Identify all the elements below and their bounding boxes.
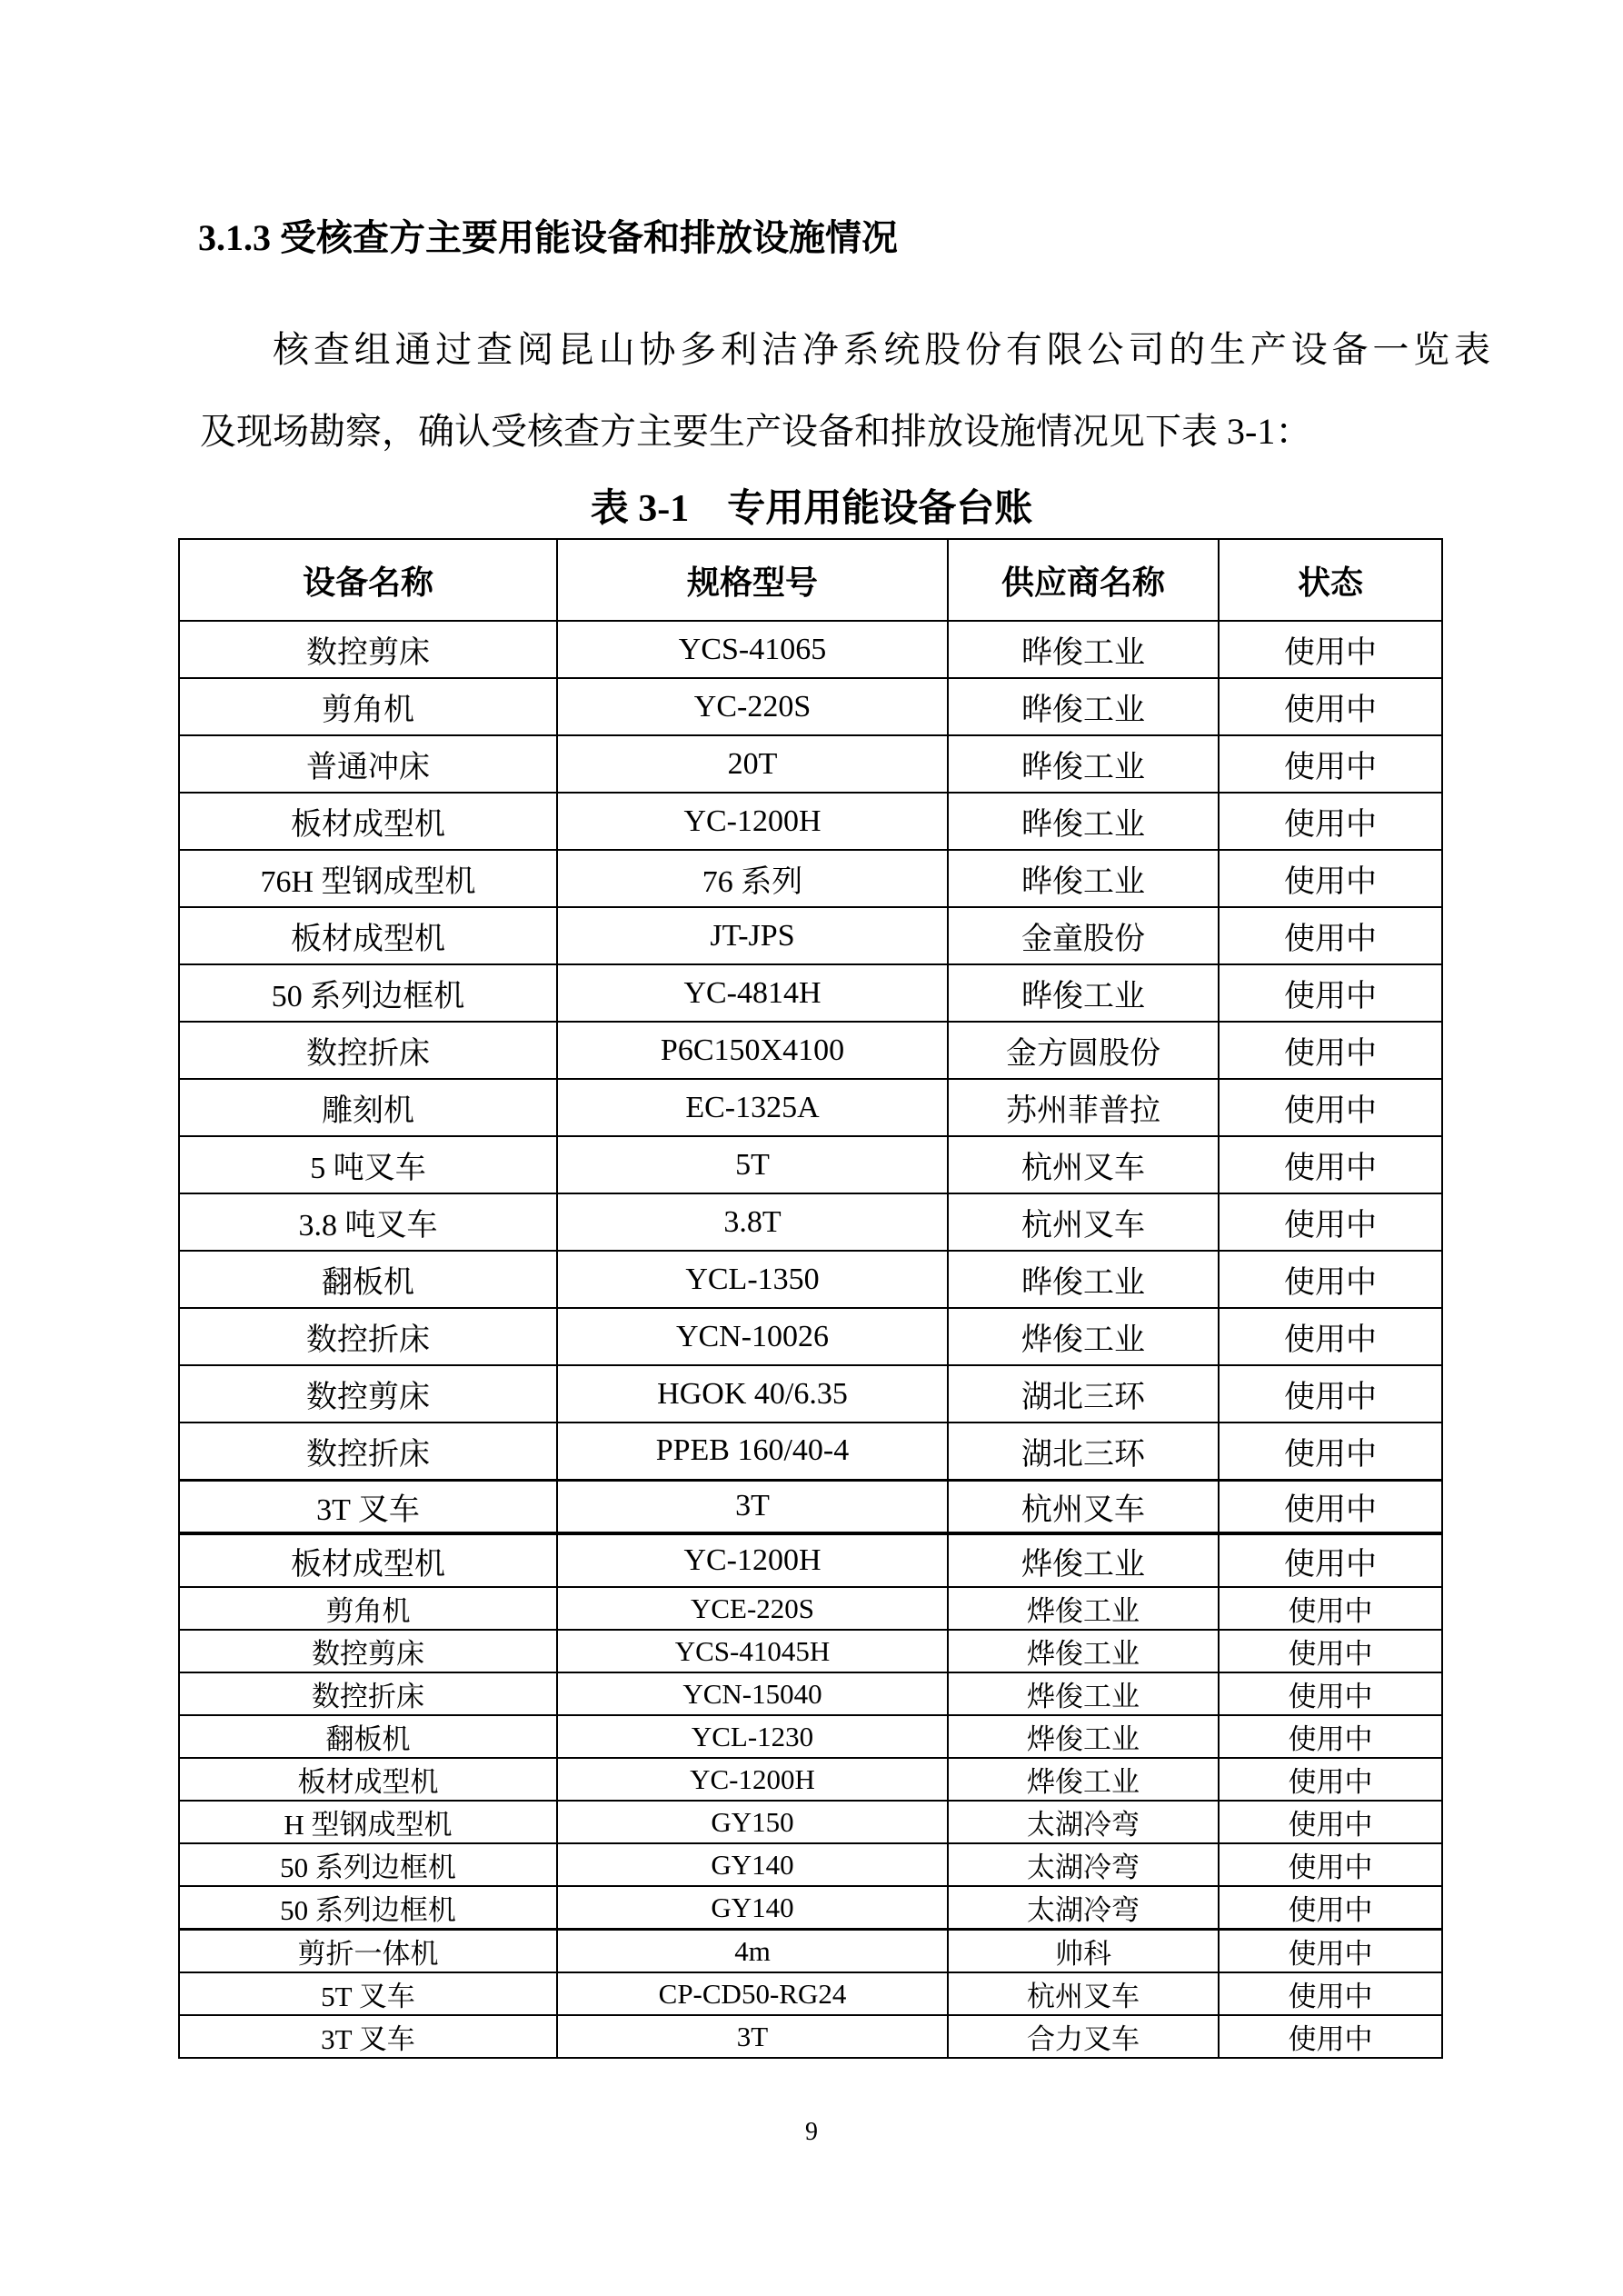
table-row: [179, 1480, 1442, 1533]
table-row: [179, 1930, 1442, 1973]
table-cell: 76H 型钢成型机: [179, 850, 557, 907]
table-row: [179, 1672, 1442, 1715]
table-cell: 金童股份: [948, 907, 1219, 964]
paragraph-line-1: 核查组通过查阅昆山协多利洁净系统股份有限公司的生产设备一览表: [273, 329, 1490, 370]
table-row: [179, 1308, 1442, 1365]
table-cell: 数控折床: [179, 1423, 557, 1480]
table-cell: 使用中: [1219, 907, 1442, 964]
table-cell: JT-JPS: [557, 907, 948, 964]
table-cell: 数控剪床: [179, 1630, 557, 1672]
table-row: [179, 1587, 1442, 1630]
table-cell: 晔俊工业: [948, 850, 1219, 907]
table-cell: EC-1325A: [557, 1079, 948, 1136]
table-title: 表 3-1 专用用能设备台账: [590, 488, 1033, 530]
table-cell: 50 系列边框机: [179, 964, 557, 1022]
table-cell: 帅科: [948, 1930, 1219, 1973]
table-cell: 使用中: [1219, 621, 1442, 678]
table-row: [179, 1758, 1442, 1801]
table-cell: 使用中: [1219, 1251, 1442, 1308]
table-cell: 太湖冷弯: [948, 1801, 1219, 1843]
table-row: [179, 1886, 1442, 1930]
table-cell: 晔俊工业: [948, 964, 1219, 1022]
table-cell: 3T: [557, 1480, 948, 1533]
table-cell: 晔俊工业: [948, 678, 1219, 735]
table-cell: 太湖冷弯: [948, 1843, 1219, 1886]
table-row: [179, 1801, 1442, 1843]
table-cell: YCS-41065: [557, 621, 948, 678]
table-cell: HGOK 40/6.35: [557, 1365, 948, 1423]
table-row: [179, 907, 1442, 964]
table-cell: 50 系列边框机: [179, 1886, 557, 1930]
table-cell: 板材成型机: [179, 907, 557, 964]
table-cell: 翻板机: [179, 1251, 557, 1308]
table-cell: 数控剪床: [179, 1365, 557, 1423]
table-cell: 使用中: [1219, 1480, 1442, 1533]
table-cell: PPEB 160/40-4: [557, 1423, 948, 1480]
table-cell: 数控剪床: [179, 621, 557, 678]
table-cell: YCS-41045H: [557, 1630, 948, 1672]
equipment-table: [178, 538, 1443, 2059]
table-cell: 4m: [557, 1930, 948, 1973]
header-row: [179, 539, 1442, 621]
table-row: [179, 1022, 1442, 1079]
table-cell: 使用中: [1219, 850, 1442, 907]
table-cell: 3.8T: [557, 1193, 948, 1251]
table-cell: 3.8 吨叉车: [179, 1193, 557, 1251]
table-cell: 苏州菲普拉: [948, 1079, 1219, 1136]
table-row: [179, 1136, 1442, 1193]
table-cell: YCL-1230: [557, 1715, 948, 1758]
table-cell: 翻板机: [179, 1715, 557, 1758]
table-cell: 使用中: [1219, 1672, 1442, 1715]
column-header: 供应商名称: [948, 539, 1219, 621]
table-cell: 使用中: [1219, 1930, 1442, 1973]
table-header: [179, 539, 1442, 621]
table-cell: 5 吨叉车: [179, 1136, 557, 1193]
table-row: [179, 678, 1442, 735]
table-cell: 杭州叉车: [948, 1480, 1219, 1533]
section-heading: 3.1.3 受核查方主要用能设备和排放设施情况: [198, 217, 898, 258]
table-cell: 使用中: [1219, 964, 1442, 1022]
table-cell: 烨俊工业: [948, 1672, 1219, 1715]
table-row: [179, 1972, 1442, 2015]
table-cell: 使用中: [1219, 1308, 1442, 1365]
table-cell: GY150: [557, 1801, 948, 1843]
table-cell: YCN-15040: [557, 1672, 948, 1715]
table-cell: YC-1200H: [557, 1758, 948, 1801]
table-cell: YC-1200H: [557, 793, 948, 850]
table-cell: 烨俊工业: [948, 1715, 1219, 1758]
table-row: [179, 1715, 1442, 1758]
table-row: [179, 1843, 1442, 1886]
table-cell: 3T 叉车: [179, 2015, 557, 2058]
table-cell: 使用中: [1219, 793, 1442, 850]
table-cell: 晔俊工业: [948, 621, 1219, 678]
table-cell: 湖北三环: [948, 1423, 1219, 1480]
table-cell: 5T: [557, 1136, 948, 1193]
table-cell: 剪折一体机: [179, 1930, 557, 1973]
table-row: [179, 621, 1442, 678]
table-cell: 20T: [557, 735, 948, 793]
body-paragraph: [200, 309, 1490, 473]
table-cell: 使用中: [1219, 735, 1442, 793]
table-cell: 使用中: [1219, 1972, 1442, 2015]
table-cell: 数控折床: [179, 1672, 557, 1715]
table-cell: YC-4814H: [557, 964, 948, 1022]
table-cell: CP-CD50-RG24: [557, 1972, 948, 2015]
table-cell: 烨俊工业: [948, 1630, 1219, 1672]
table-cell: 使用中: [1219, 1365, 1442, 1423]
table-cell: 使用中: [1219, 1193, 1442, 1251]
table-cell: 使用中: [1219, 678, 1442, 735]
table-cell: P6C150X4100: [557, 1022, 948, 1079]
page-number: 9: [805, 2118, 818, 2146]
table-row: [179, 2015, 1442, 2058]
table-row: [179, 793, 1442, 850]
table-cell: 杭州叉车: [948, 1972, 1219, 2015]
table-row: [179, 735, 1442, 793]
table-cell: 晔俊工业: [948, 1251, 1219, 1308]
table-cell: 剪角机: [179, 1587, 557, 1630]
column-header: 设备名称: [179, 539, 557, 621]
column-header: 状态: [1219, 539, 1442, 621]
table-cell: 5T 叉车: [179, 1972, 557, 2015]
table-cell: 使用中: [1219, 2015, 1442, 2058]
table-cell: 金方圆股份: [948, 1022, 1219, 1079]
table-cell: YCN-10026: [557, 1308, 948, 1365]
table-cell: 使用中: [1219, 1079, 1442, 1136]
table-cell: 太湖冷弯: [948, 1886, 1219, 1930]
table-row: [179, 1365, 1442, 1423]
table-cell: 普通冲床: [179, 735, 557, 793]
table-body: [179, 621, 1442, 2058]
table-cell: 76 系列: [557, 850, 948, 907]
table-cell: 使用中: [1219, 1136, 1442, 1193]
table-cell: 烨俊工业: [948, 1533, 1219, 1587]
table-cell: 板材成型机: [179, 793, 557, 850]
table-row: [179, 1079, 1442, 1136]
table-cell: 使用中: [1219, 1886, 1442, 1930]
table-row: [179, 1251, 1442, 1308]
table-cell: 使用中: [1219, 1423, 1442, 1480]
column-header: 规格型号: [557, 539, 948, 621]
table-cell: GY140: [557, 1886, 948, 1930]
table-cell: 剪角机: [179, 678, 557, 735]
paragraph-line-2: 及现场勘察，确认受核查方主要生产设备和排放设施情况见下表 3-1：: [200, 411, 1312, 452]
table-cell: 板材成型机: [179, 1533, 557, 1587]
table-cell: YC-1200H: [557, 1533, 948, 1587]
table-cell: 晔俊工业: [948, 735, 1219, 793]
table-cell: 数控折床: [179, 1308, 557, 1365]
table-cell: 数控折床: [179, 1022, 557, 1079]
table-cell: 使用中: [1219, 1533, 1442, 1587]
table-cell: 使用中: [1219, 1715, 1442, 1758]
table-row: [179, 964, 1442, 1022]
table-cell: 使用中: [1219, 1630, 1442, 1672]
table-row: [179, 1630, 1442, 1672]
table-cell: 板材成型机: [179, 1758, 557, 1801]
table-row: [179, 1533, 1442, 1587]
table-cell: 湖北三环: [948, 1365, 1219, 1423]
table-cell: 雕刻机: [179, 1079, 557, 1136]
table-cell: 使用中: [1219, 1587, 1442, 1630]
table-row: [179, 850, 1442, 907]
table-cell: YC-220S: [557, 678, 948, 735]
table-cell: 使用中: [1219, 1022, 1442, 1079]
table-cell: 合力叉车: [948, 2015, 1219, 2058]
table-row: [179, 1193, 1442, 1251]
table-cell: 杭州叉车: [948, 1136, 1219, 1193]
table-cell: H 型钢成型机: [179, 1801, 557, 1843]
table-cell: YCE-220S: [557, 1587, 948, 1630]
table-cell: 3T: [557, 2015, 948, 2058]
table-cell: 使用中: [1219, 1758, 1442, 1801]
table-cell: 烨俊工业: [948, 1758, 1219, 1801]
table-cell: 使用中: [1219, 1843, 1442, 1886]
table-cell: 杭州叉车: [948, 1193, 1219, 1251]
table-cell: 烨俊工业: [948, 1308, 1219, 1365]
table-cell: 烨俊工业: [948, 1587, 1219, 1630]
table-cell: 50 系列边框机: [179, 1843, 557, 1886]
table-cell: 使用中: [1219, 1801, 1442, 1843]
table-cell: GY140: [557, 1843, 948, 1886]
table-cell: 3T 叉车: [179, 1480, 557, 1533]
table-cell: YCL-1350: [557, 1251, 948, 1308]
table-cell: 晔俊工业: [948, 793, 1219, 850]
table-row: [179, 1423, 1442, 1480]
